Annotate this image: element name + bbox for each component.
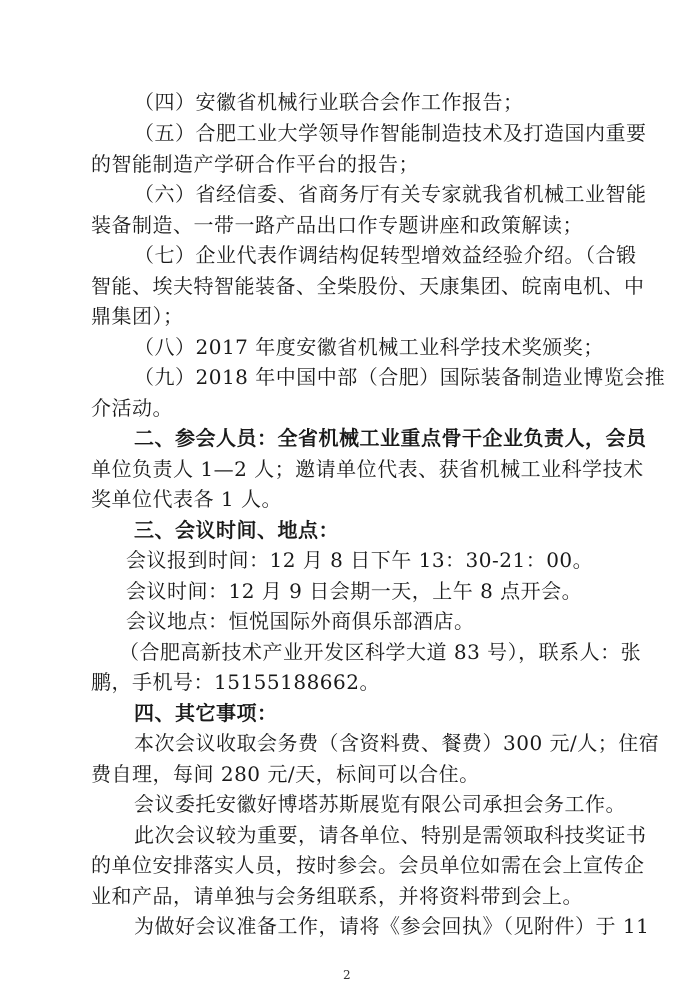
text-line: 单位负责人 1—2 人；邀请单位代表、获省机械工业科学技术 [91,457,644,481]
text-line: （八）2017 年度安徽省机械工业科学技术奖颁奖； [134,335,604,359]
text-line: 介活动。 [91,396,173,420]
text-line: 会议地点：恒悦国际外商俱乐部酒店。 [126,609,475,633]
section-heading-time-location: 三、会议时间、地点： [134,518,339,542]
section-heading-other-matters: 四、其它事项： [134,701,278,725]
text-line: （九）2018 年中国中部（合肥）国际装备制造业博览会推 [134,365,666,389]
page-number: 2 [343,968,351,982]
text-line: 鼎集团）； [91,304,184,328]
section-heading-participants: 二、参会人员：全省机械工业重点骨干企业负责人，会员 [134,426,647,450]
text-line: 智能、埃夫特智能装备、全柴股份、天康集团、皖南电机、中 [91,274,645,298]
text-line: （合肥高新技术产业开发区科学大道 83 号），联系人：张 [119,640,642,664]
text-line: 鹏，手机号：15155188662。 [91,670,380,694]
text-line: 本次会议收取会务费（含资料费、餐费）300 元/人；住宿 [134,731,660,755]
text-line: 的智能制造产学研合作平台的报告； [91,152,419,176]
text-line: 业和产品，请单独与会务组联系，并将资料带到会上。 [91,884,583,908]
text-line: 此次会议较为重要，请各单位、特别是需领取科技奖证书 [134,823,647,847]
text-line: 会议报到时间：12 月 8 日下午 13：30-21：00。 [126,548,594,572]
text-line: 为做好会议准备工作，请将《参会回执》（见附件）于 11 [134,914,650,938]
text-line: （四）安徽省机械行业联合会作工作报告； [134,90,524,114]
text-line: （五）合肥工业大学领导作智能制造技术及打造国内重要 [134,121,647,145]
text-line: （六）省经信委、省商务厅有关专家就我省机械工业智能 [134,182,647,206]
text-line: 费自理，每间 280 元/天，标间可以合住。 [91,762,480,786]
text-line: 奖单位代表各 1 人。 [91,487,282,511]
text-line: 装备制造、一带一路产品出口作专题讲座和政策解读； [91,213,583,237]
text-line: 的单位安排落实人员，按时参会。会员单位如需在会上宣传企 [91,853,645,877]
text-line: （七）企业代表作调结构促转型增效益经验介绍。（合锻 [134,243,637,267]
text-line: 会议委托安徽好博塔苏斯展览有限公司承担会务工作。 [134,792,626,816]
text-line: 会议时间：12 月 9 日会期一天，上午 8 点开会。 [126,579,583,603]
